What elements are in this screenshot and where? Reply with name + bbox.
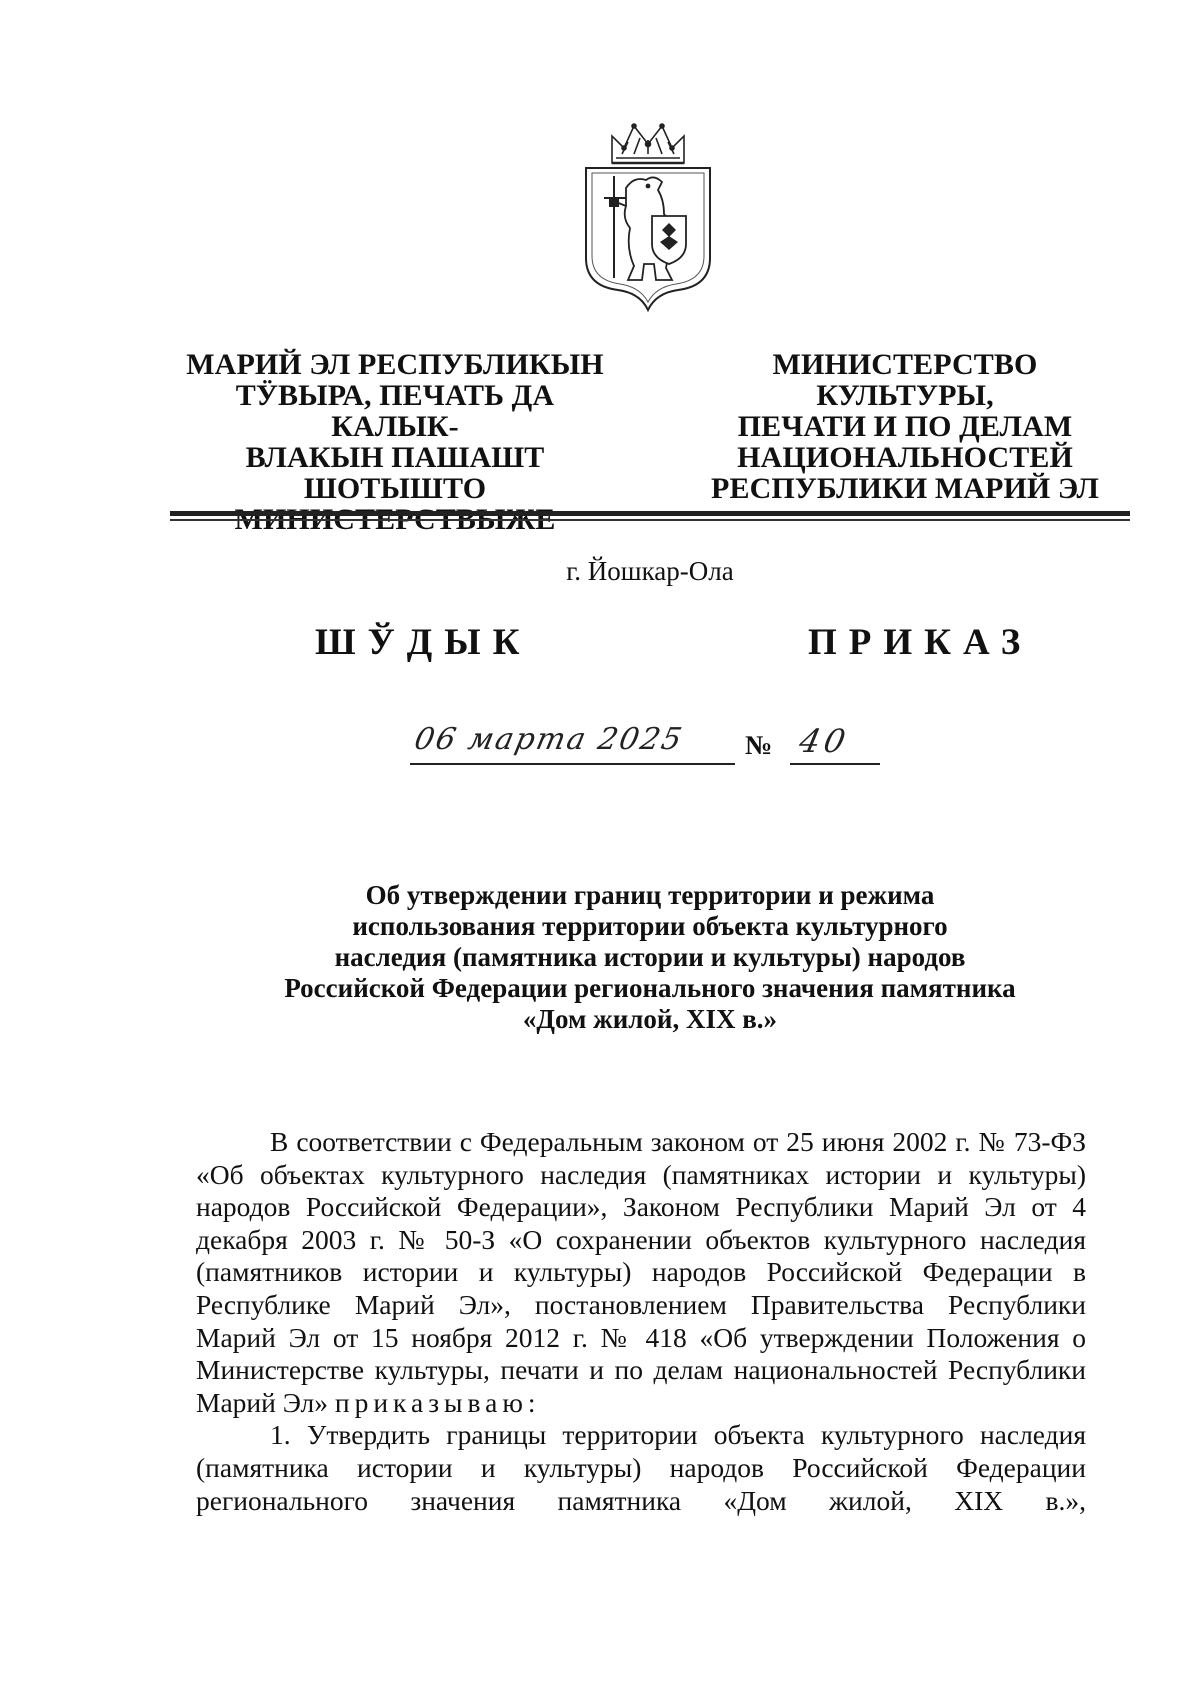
org-name-mari: МАРИЙ ЭЛ РЕСПУБЛИКЫН ТӰВЫРА, ПЕЧАТЬ ДА КАЛЫК- ВЛАКЫН ПАШАШТ ШОТЫШТО: [186, 348, 604, 505]
order-title: Об утверждении границ территории и режима использования территории объекта культурного наследия (памятника истории и культуры) народов Российской Федерации регионального значения памятника «Дом жилой, XIX в.»: [284, 880, 1016, 1034]
body-paragraph-1: [196, 1126, 1086, 1419]
number-underline: [790, 763, 880, 765]
header-divider-thick: [170, 511, 1130, 516]
header-divider-thin: [170, 519, 1130, 521]
org-name-russian: МИНИСТЕРСТВО КУЛЬТУРЫ, ПЕЧАТИ И ПО ДЕЛАМ НАЦИОНАЛЬНОСТЕЙ РЕСПУБЛИКИ МАРИЙ ЭЛ: [711, 348, 1099, 505]
crown-icon: [612, 124, 684, 163]
body-paragraph-1-text: В соответствии с Федеральным законом от 25 июня 2002 г. № 73-ФЗ «Об объектах культурного наследия (памятниках истории и культуры) народов Российской Федерации», Законом Республики Марий Эл от 4 декабря 2003 г. № 50-З «О сохранении объектов культурного наследия (памятников истории и культуры) народов Российской Федерации в Республике Марий Эл», постановлением Правительства Республики Марий Эл от 15 ноября 2012 г. № 418 «Об утверждении Положения о Министерстве культуры, печати и по делам национальностей Республики Марий Эл»: [196, 1126, 1086, 1418]
small-shield-icon: [652, 216, 686, 264]
order-body: [196, 1126, 1086, 1517]
date-underline: [410, 763, 735, 765]
city-name: г. Йошкар-Ола: [566, 556, 734, 586]
coat-of-arms-emblem: [582, 118, 714, 316]
order-date-handwritten: 06 марта 2025: [411, 722, 687, 757]
order-number-handwritten: 40: [795, 722, 853, 760]
number-sign: №: [745, 730, 773, 760]
decree-word: приказываю:: [334, 1386, 541, 1418]
body-paragraph-2: 1. Утвердить границы территории объекта культурного наследия (памятника истории и культуры) народов Российской Федерации регионального значения памятника «Дом жилой, XIX в.»,: [196, 1419, 1086, 1516]
doc-type-russian: ПРИКАЗ: [808, 622, 1033, 663]
doc-type-mari: ШЎДЫК: [315, 622, 532, 663]
